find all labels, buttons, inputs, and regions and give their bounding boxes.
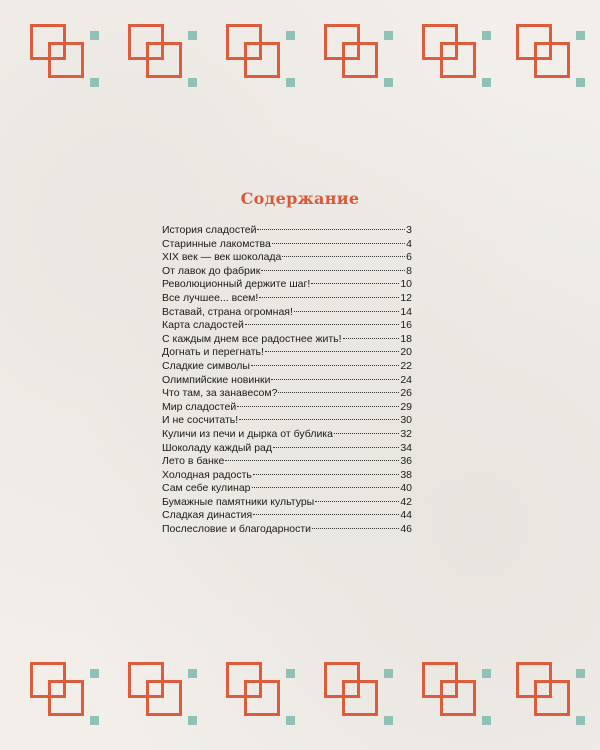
toc-entry — [162, 469, 412, 483]
toc-entry-page: 30 — [400, 414, 412, 427]
toc-leader-dots — [273, 447, 399, 448]
toc-leader-dots — [315, 501, 399, 502]
toc-entry — [162, 306, 412, 320]
toc-entry-title: Олимпийские новинки — [162, 373, 271, 386]
toc-entry-title: Куличи из печи и дырка от бублика — [162, 427, 333, 440]
toc-leader-dots — [312, 528, 399, 529]
toc-entry-title: Сам себе кулинар — [162, 482, 251, 495]
toc-entry — [162, 374, 412, 388]
toc-entry-page: 38 — [400, 468, 412, 481]
toc-entry — [162, 346, 412, 360]
toc-entry — [162, 509, 412, 523]
toc-entry — [162, 292, 412, 306]
toc-entry-page: 10 — [400, 278, 412, 291]
toc-entry — [162, 455, 412, 469]
ornament-squares-icon — [418, 650, 498, 730]
toc-entry-page: 20 — [400, 346, 412, 359]
ornament-squares-icon — [26, 12, 106, 92]
toc-heading: Содержание — [240, 189, 360, 208]
toc-entry — [162, 265, 412, 279]
toc-entry-title: История сладостей — [162, 224, 257, 236]
toc-entry-page: 32 — [400, 427, 412, 440]
toc-entry-page: 8 — [406, 264, 412, 277]
toc-entry-title: Бумажные памятники культуры — [162, 495, 315, 508]
toc-entry — [162, 482, 412, 496]
toc-entry-title: И не сосчитать! — [162, 414, 239, 427]
toc-leader-dots — [252, 487, 400, 488]
toc-entry-page: 40 — [400, 482, 412, 495]
toc-entry-page: 44 — [400, 509, 412, 522]
ornament-squares-icon — [26, 650, 106, 730]
toc-entry-page: 18 — [400, 332, 412, 345]
toc-leader-dots — [237, 406, 399, 407]
toc-leader-dots — [239, 419, 399, 420]
toc-entry-title: Шоколаду каждый рад — [162, 441, 272, 454]
toc-entry-page: 6 — [406, 251, 412, 264]
top-ornament-border — [0, 12, 600, 92]
toc-entry — [162, 387, 412, 401]
toc-entry-title: Сладкая династия — [162, 509, 253, 522]
toc-entry — [162, 523, 412, 537]
toc-leader-dots — [253, 514, 399, 515]
toc-entry-page: 12 — [400, 291, 412, 304]
ornament-squares-icon — [320, 650, 400, 730]
toc-leader-dots — [253, 474, 399, 475]
toc-leader-dots — [311, 283, 399, 284]
toc-entry-title: Что там, за занавесом? — [162, 387, 278, 400]
ornament-squares-icon — [222, 650, 302, 730]
toc-leader-dots — [282, 256, 405, 257]
toc-entry-page: 16 — [400, 319, 412, 332]
ornament-squares-icon — [512, 650, 592, 730]
toc-entry-page: 26 — [400, 387, 412, 400]
toc-entry — [162, 442, 412, 456]
toc-entry — [162, 319, 412, 333]
toc-leader-dots — [251, 365, 399, 366]
toc-entry-page: 3 — [406, 224, 412, 236]
toc-entry — [162, 238, 412, 252]
toc-entry-title: Лето в банке — [162, 455, 225, 468]
ornament-squares-icon — [124, 12, 204, 92]
table-of-contents — [162, 224, 412, 537]
toc-entry-page: 34 — [400, 441, 412, 454]
toc-leader-dots — [265, 351, 399, 352]
toc-entry-title: Все лучшее... всем! — [162, 291, 259, 304]
toc-leader-dots — [334, 433, 399, 434]
toc-leader-dots — [271, 379, 399, 380]
toc-entry-page: 14 — [400, 305, 412, 318]
ornament-squares-icon — [512, 12, 592, 92]
toc-entry-page: 24 — [400, 373, 412, 386]
toc-leader-dots — [245, 324, 399, 325]
toc-entry — [162, 360, 412, 374]
toc-entry — [162, 401, 412, 415]
toc-entry-title: От лавок до фабрик — [162, 264, 261, 277]
toc-leader-dots — [257, 229, 405, 230]
toc-entry — [162, 251, 412, 265]
toc-entry-title: Послесловие и благодарности — [162, 523, 312, 536]
toc-leader-dots — [343, 338, 400, 339]
toc-entry — [162, 333, 412, 347]
toc-entry — [162, 278, 412, 292]
toc-leader-dots — [225, 460, 399, 461]
toc-entry — [162, 428, 412, 442]
toc-leader-dots — [278, 392, 399, 393]
ornament-squares-icon — [418, 12, 498, 92]
toc-entry-title: Мир сладостей — [162, 400, 237, 413]
toc-entry-title: Старинные лакомства — [162, 237, 271, 250]
toc-entry-page: 46 — [400, 523, 412, 536]
toc-leader-dots — [261, 270, 405, 271]
toc-entry-title: С каждым днем все радостнее жить! — [162, 332, 342, 345]
toc-leader-dots — [259, 297, 399, 298]
ornament-squares-icon — [222, 12, 302, 92]
toc-entry-page: 4 — [406, 237, 412, 250]
toc-entry-title: Революционный держите шаг! — [162, 278, 311, 291]
toc-entry — [162, 224, 412, 238]
toc-entry-page: 42 — [400, 495, 412, 508]
toc-leader-dots — [294, 311, 399, 312]
toc-entry-title: Вставай, страна огромная! — [162, 305, 293, 318]
toc-entry-page: 36 — [400, 455, 412, 468]
ornament-squares-icon — [320, 12, 400, 92]
toc-entry-title: Сладкие символы — [162, 359, 250, 372]
toc-entry-title: Карта сладостей — [162, 319, 244, 332]
toc-leader-dots — [272, 243, 405, 244]
toc-entry-page: 22 — [400, 359, 412, 372]
toc-entry-title: Догнать и перегнать! — [162, 346, 264, 359]
toc-entry — [162, 414, 412, 428]
bottom-ornament-border — [0, 650, 600, 730]
ornament-squares-icon — [124, 650, 204, 730]
toc-entry-title: XIX век — век шоколада — [162, 251, 282, 264]
toc-entry-title: Холодная радость — [162, 468, 252, 481]
toc-entry — [162, 496, 412, 510]
toc-entry-page: 29 — [400, 400, 412, 413]
